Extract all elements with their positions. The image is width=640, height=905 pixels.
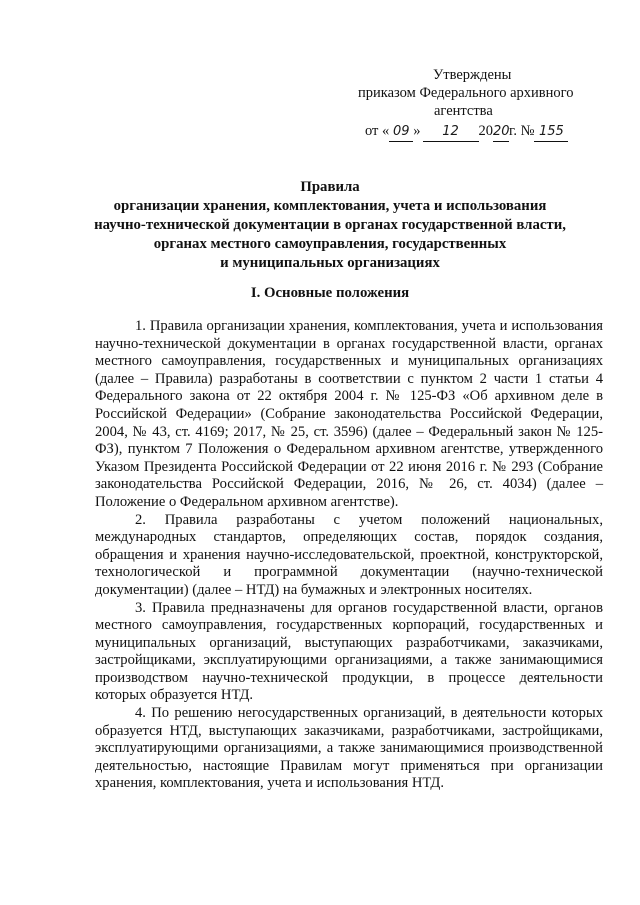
title-line-3: научно-технической документации в органах государственной власти,: [94, 217, 566, 233]
title-line-1: Правила: [300, 179, 360, 195]
section-heading: I. Основные положения: [250, 285, 410, 301]
handwritten-month: 12: [423, 123, 479, 142]
paragraph-1: 1. Правила организации хранения, комплектования, учета и использования научно-технической документации в органах государственной власти, органах местного самоуправления, государственных и муниципальных организациях (далее – Правила) разработаны в соответствии с пунктом 2 части 1 статьи 4 Федерального закона от 22 октября 2004 г. № 125-ФЗ «Об архивном деле в Российской Федерации» (Собрание законодательства Российской Федерации, 2004, № 43, ст. 4169; 2017, № 25, ст. 3596) (далее – Федеральный закон № 125-ФЗ), пунктом 7 Положения о Федеральном архивном агентстве, утвержденного Указом Президента Российской Федерации от 22 июня 2016 г. № 293 (Собрание законодательства Российской Федерации, 2016, № 26, ст. 4034) (далее – Положение о Федеральном архивном агентстве).: [95, 318, 603, 510]
title-line-5: и муниципальных организациях: [220, 255, 440, 271]
approval-stamp: [355, 66, 595, 142]
title-line-4: органах местного самоуправления, государственных: [153, 236, 507, 252]
document-title: [90, 178, 570, 273]
paragraph-2: 2. Правила разработаны с учетом положений национальных, международных стандартов, определяющих состав, порядок создания, обращения и хранения научно-исследовательской, проектной, конструкторской, технологической и программной документации (научно-технической документации) (далее – НТД) на бумажных и электронных носителях.: [95, 511, 603, 598]
title-line-2: организации хранения, комплектования, учета и использования: [113, 198, 547, 214]
date-prefix: от «: [365, 123, 390, 139]
paragraph-4: 4. По решению негосударственных организаций, в деятельности которых образуется НТД, выступающих заказчиками, разработчиками, застройщиками, эксплуатирующими организациями, а также занимающимися производственной деятельностью, настоящие Правилам могут применяться при организации хранения, комплектования, учета и использования НТД.: [95, 705, 603, 792]
approval-line-approved: Утверждены: [433, 67, 512, 83]
document-body: [95, 318, 603, 793]
date-close-quote: »: [413, 123, 421, 139]
approval-date-line: [355, 122, 595, 142]
handwritten-day: 09: [389, 123, 413, 142]
handwritten-order-number: 155: [534, 123, 568, 142]
paragraph-3: 3. Правила предназначены для органов государственной власти, органов местного самоуправления, государственных корпораций, государственных и муниципальных организаций, выступающих разработчиками, заказчиками, застройщиками, эксплуатирующими организациями, а также занимающимися производством научно-технической продукции, в процессе деятельности которых образуется НТД.: [95, 599, 603, 704]
date-year-suffix: г. №: [509, 123, 535, 139]
approval-line-order: приказом Федерального архивного: [358, 85, 574, 101]
approval-line-agency: агентства: [434, 103, 493, 119]
handwritten-year: 20: [493, 123, 509, 142]
date-year-prefix: 20: [478, 123, 494, 139]
